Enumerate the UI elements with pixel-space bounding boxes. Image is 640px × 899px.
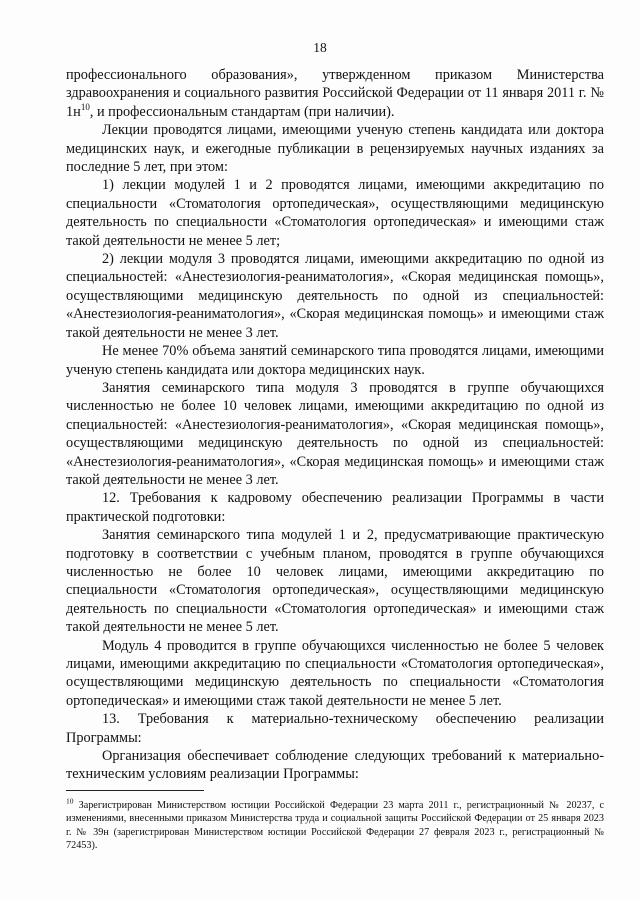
paragraph-text: , и профессиональным стандартам (при наличии).	[89, 103, 395, 120]
paragraph-lectures-modules-1-2: 1) лекции модулей 1 и 2 проводятся лицами, имеющими аккредитацию по специальности «Стоматология ортопедическая», осуществляющими медицинскую деятельность по специальности «Стоматология ортопедическая» и имеющими стаж такой деятельности не менее 5 лет;	[66, 177, 604, 249]
paragraph-lectures-module-3: 2) лекции модуля 3 проводятся лицами, имеющими аккредитацию по одной из специальностей: «Анестезиология-реаниматология», «Скорая медицинская помощь», осуществляющими медицинскую деятельность по одной из специальностей: «Анестезиология-реаниматология», «Скорая медицинская помощь» и имеющими стаж такой деятельности не менее 3 лет.	[66, 251, 604, 341]
paragraph-lecturers: Лекции проводятся лицами, имеющими ученую степень кандидата или доктора медицинских наук, и ежегодные публикации в рецензируемых научных изданиях за последние 5 лет, при этом:	[66, 122, 604, 176]
section-heading-12: 12. Требования к кадровому обеспечению реализации Программы в части практической подготовки:	[66, 490, 604, 525]
footnote-text: Зарегистрирован Министерством юстиции Российской Федерации 23 марта 2011 г., регистрационный № 20237, с изменениями, внесенными приказом Министерства труда и социальной защиты Российской Федерации от 25 января 2023 г. № 39н (зарегистрирован Министерством юстиции Российской Федерации 27 февраля 2023 г., регистрационный № 72453).	[66, 800, 604, 852]
paragraph-material-requirements: Организация обеспечивает соблюдение следующих требований к материально-техническим условиям реализации Программы:	[66, 748, 604, 783]
footnote-reference[interactable]: 10	[80, 102, 90, 113]
footnote-marker: 10	[66, 796, 74, 806]
paragraph-module-4: Модуль 4 проводится в группе обучающихся численностью не более 5 человек лицами, имеющими аккредитацию по специальности «Стоматология ортопедическая», осуществляющими медицинскую деятельность по специальности «Стоматология ортопедическая» и имеющими стаж такой деятельности не менее 5 лет.	[66, 637, 604, 709]
footnote	[66, 796, 604, 853]
footnote-divider	[66, 790, 204, 791]
paragraph-continuation	[66, 66, 604, 121]
paragraph-seminar-volume: Не менее 70% объема занятий семинарского типа проводятся лицами, имеющими ученую степень кандидата или доктора медицинских наук.	[66, 343, 604, 378]
document-body	[66, 66, 604, 784]
section-heading-13: 13. Требования к материально-техническому обеспечению реализации Программы:	[66, 711, 604, 746]
paragraph-seminar-module-3: Занятия семинарского типа модуля 3 проводятся в группе обучающихся численностью не более 10 человек лицами, имеющими аккредитацию по одной из специальностей: «Анестезиология-реаниматология», «Скорая медицинская помощь», осуществляющими медицинскую деятельность по одной из специальностей: «Анестезиология-реаниматология», «Скорая медицинская помощь» и имеющими стаж такой деятельности не менее 3 лет.	[66, 379, 604, 488]
paragraph-practical-modules-1-2: Занятия семинарского типа модулей 1 и 2, предусматривающие практическую подготовку в соответствии с учебным планом, проводятся в группе обучающихся численностью не более 10 человек лицами, имеющими аккредитацию по специальности «Стоматология ортопедическая», осуществляющими медицинскую деятельность по специальности «Стоматология ортопедическая» и имеющими стаж такой деятельности не менее 5 лет.	[66, 527, 604, 636]
paragraph-text: профессионального образования», утвержденном приказом Министерства здравоохранения и социального развития Российской Федерации от 11 января 2011 г. № 1н	[66, 67, 604, 120]
page-number: 18	[313, 40, 327, 55]
